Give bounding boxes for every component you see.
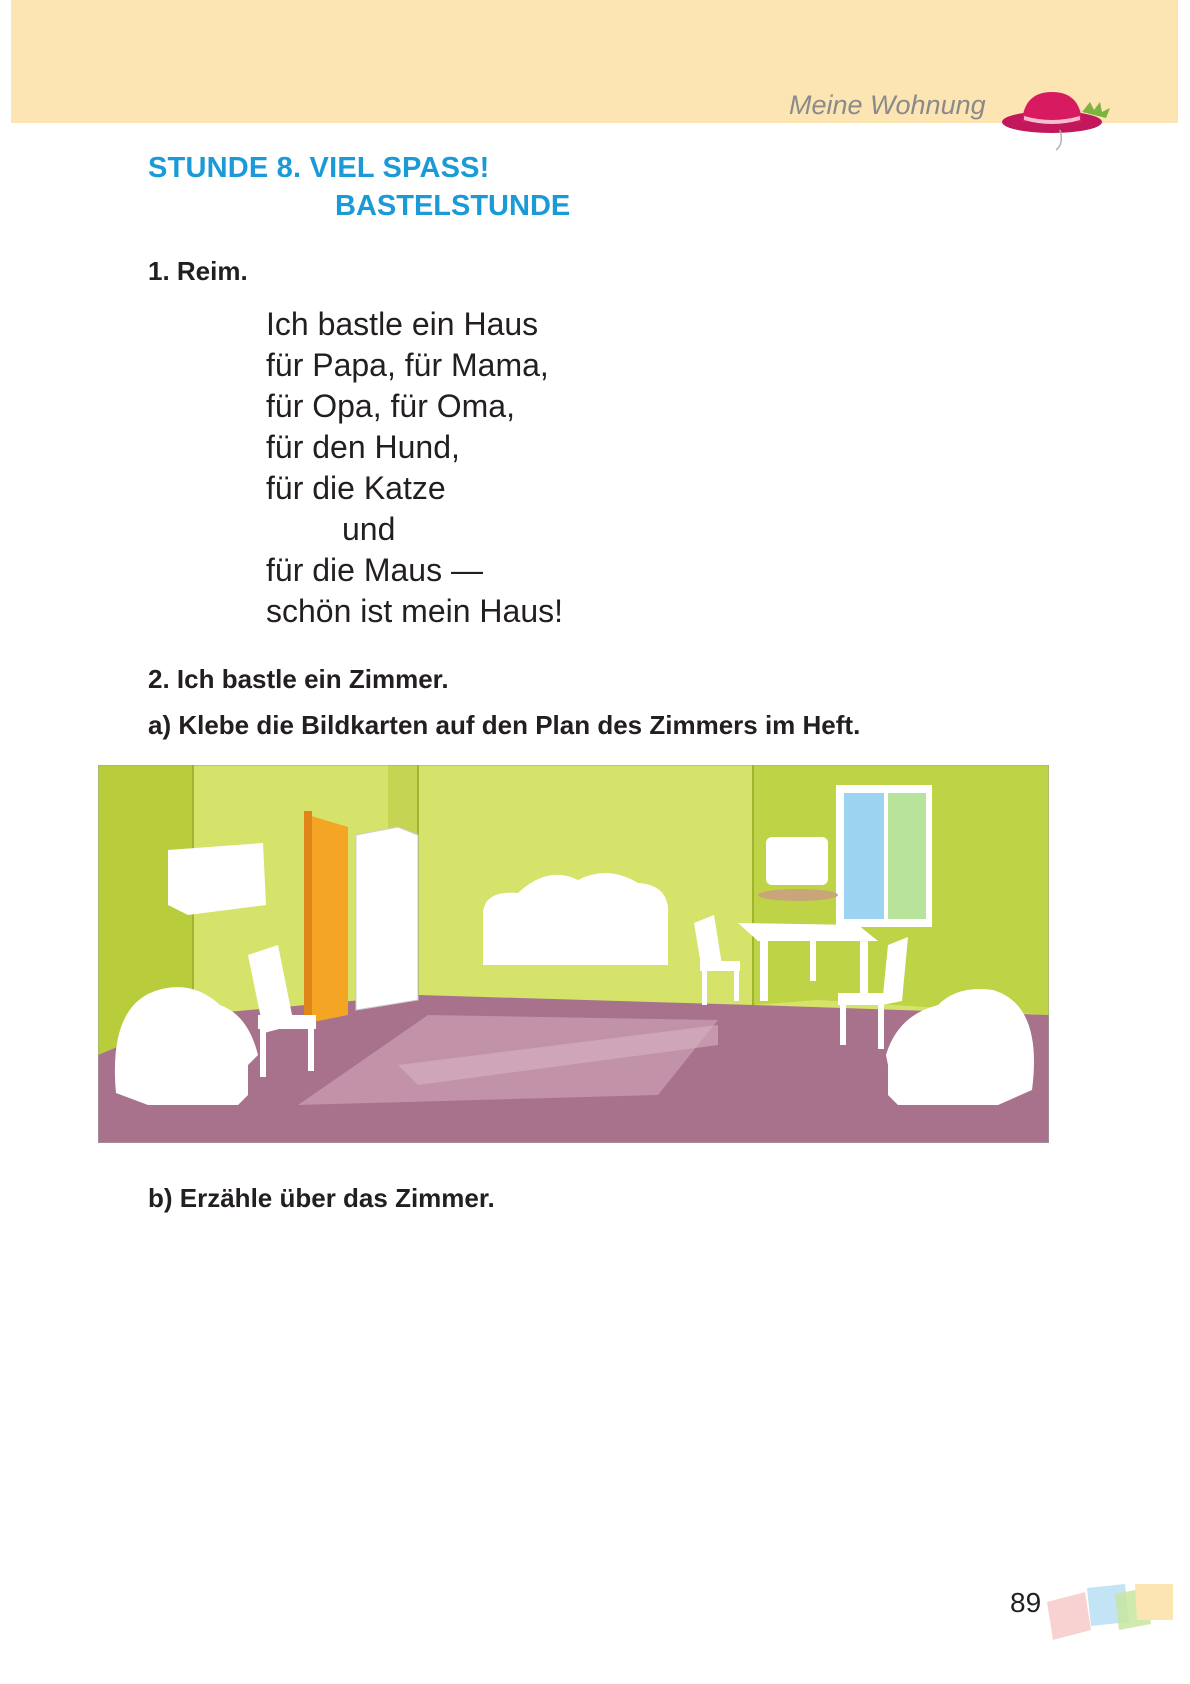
task2a-instruction: a) Klebe die Bildkarten auf den Plan des Zimmers im Heft. [148,710,861,740]
page-number: 89 [1010,1587,1042,1618]
task1-heading: 1. Reim. [148,256,248,286]
task2b-instruction: b) Erzähle über das Zimmer. [148,1183,495,1213]
poem-line: für den Hund, [266,429,460,465]
poem [266,304,563,632]
lesson-title: STUNDE 8. VIEL SPASS! [148,152,490,184]
lesson-subtitle: BASTELSTUNDE [335,190,571,222]
poem-line: für Papa, für Mama, [266,347,549,383]
poem-line: für die Maus — [266,552,483,588]
page-corner-decoration [1045,1580,1175,1660]
hat-icon [1000,86,1120,156]
task2-heading: 2. Ich bastle ein Zimmer. [148,664,449,694]
poem-line: Ich bastle ein Haus [266,306,539,342]
poem-line: für Opa, für Oma, [266,388,515,424]
room-plan-illustration [98,765,1049,1143]
poem-line: schön ist mein Haus! [266,593,564,629]
poem-line: und [342,511,396,547]
poem-line: für die Katze [266,470,446,506]
chapter-title: Meine Wohnung [789,90,986,120]
